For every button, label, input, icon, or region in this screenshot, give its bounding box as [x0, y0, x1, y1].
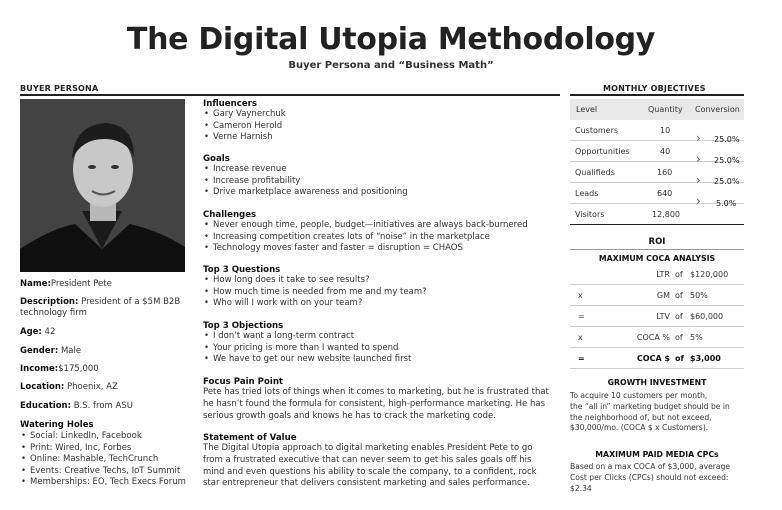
- value-statement-line: from a frustrated executive that can never seem to get his sales goals off his: [203, 454, 532, 465]
- roi-rule: [570, 249, 744, 250]
- watering-hole-item: • Memberships: EO, Tech Execs Forum: [20, 477, 198, 489]
- roi-line: x COCA % of 5%: [570, 327, 744, 348]
- value-statement-line: star entrepreneur that delivers consistent marketing and sales performance.: [203, 478, 530, 489]
- growth-investment-text: To acquire 10 customers per month, the “all in” marketing budget should be in the neighborhood of, but not exceed, $30,000/mo. (COCA $ x Customers).: [570, 391, 730, 433]
- page-title: The Digital Utopia Methodology: [126, 22, 656, 57]
- question-item: • How much time is needed from me and my team?: [203, 287, 559, 299]
- questions-heading: Top 3 Questions: [203, 265, 281, 275]
- col-level-header: Level: [576, 105, 598, 114]
- persona-income: Income:$175,000: [20, 364, 99, 374]
- question-item: • How long does it take to see results?: [203, 275, 559, 287]
- paid-media-cpc-heading: MAXIMUM PAID MEDIA CPCs: [595, 450, 719, 459]
- goal-item: • Increase profitability: [203, 176, 559, 188]
- page-subtitle: Buyer Persona and “Business Math”: [288, 60, 494, 71]
- watering-hole-item: • Online: Mashable, TechCrunch: [20, 454, 198, 466]
- chevron-right-icon: ›: [696, 152, 701, 166]
- pain-point-line: he hasn’t found the formula for consistent, high-performance marketing. He has: [203, 398, 546, 409]
- goals-section: [203, 154, 559, 199]
- challenges-heading: Challenges: [203, 210, 257, 220]
- pain-point-line: serious growth goals and knows he has to crack the marketing code.: [203, 410, 496, 421]
- challenge-item: • Never enough time, people, budget—initiatives are always back-burnered: [203, 220, 559, 232]
- table-row: Qualifieds 160: [570, 162, 744, 183]
- influencer-item: • Gary Vaynerchuk: [203, 109, 559, 121]
- persona-location: Location: Phoenix, AZ: [20, 382, 118, 392]
- table-row: Customers 10: [570, 120, 744, 141]
- roi-line: x GM of 50%: [570, 285, 744, 306]
- watering-hole-item: • Print: Wired, Inc, Forbes: [20, 443, 198, 455]
- influencer-item: • Cameron Herold: [203, 121, 559, 133]
- roi-line: LTR of $120,000: [570, 264, 744, 285]
- col-quantity-header: Quantity: [648, 105, 683, 114]
- roi-line: = LTV of $60,000: [570, 306, 744, 327]
- persona-portrait-illustration: [20, 99, 185, 272]
- chevron-right-icon: ›: [696, 131, 701, 145]
- persona-name: Name:President Pete: [20, 279, 112, 289]
- growth-investment-heading: GROWTH INVESTMENT: [607, 378, 707, 387]
- questions-section: [203, 265, 559, 310]
- pain-point-heading: Focus Pain Point: [203, 377, 284, 387]
- watering-hole-item: • Social: LinkedIn, Facebook: [20, 431, 198, 443]
- goal-item: • Drive marketplace awareness and positioning: [203, 187, 559, 199]
- persona-education: Education: B.S. from ASU: [20, 401, 133, 411]
- buyer-persona-rule: [20, 94, 560, 96]
- value-statement-section: [203, 433, 559, 490]
- monthly-objectives-rule: [570, 94, 744, 96]
- challenge-item: • Technology moves faster and faster = disruption = CHAOS: [203, 243, 559, 255]
- persona-description: Description: President of a $5M B2B technology firm: [20, 297, 181, 318]
- persona-age: Age: 42: [20, 327, 56, 337]
- persona-photo: [20, 99, 185, 272]
- coca-analysis-heading: MAXIMUM COCA ANALYSIS: [598, 254, 716, 263]
- goal-item: • Increase revenue: [203, 164, 559, 176]
- objections-heading: Top 3 Objections: [203, 321, 284, 331]
- objection-item: • We have to get our new website launched first: [203, 354, 559, 366]
- goals-heading: Goals: [203, 154, 230, 164]
- table-row: Leads 640: [570, 183, 744, 204]
- conversion-value: 25.0%: [714, 135, 740, 144]
- influencers-heading: Influencers: [203, 99, 258, 109]
- monthly-objectives-heading: MONTHLY OBJECTIVES: [603, 84, 706, 93]
- conversion-value: 5.0%: [716, 199, 737, 208]
- value-statement-heading: Statement of Value: [203, 433, 297, 443]
- objections-section: [203, 321, 559, 366]
- objection-item: • I don’t want a long-term contract: [203, 331, 559, 343]
- table-row: Visitors 12,800: [570, 204, 744, 225]
- question-item: • Who will I work with on your team?: [203, 298, 559, 310]
- table-row: Opportunities 40: [570, 141, 744, 162]
- value-statement-line: The Digital Utopia approach to digital marketing enables President Pete to go: [203, 443, 533, 453]
- objectives-table-header: [570, 99, 744, 120]
- roi-line-total: = COCA $ of $3,000: [570, 348, 744, 369]
- challenges-section: [203, 210, 559, 255]
- paid-media-cpc-text: Based on a max COCA of $3,000, average Cost per Clicks (CPCs) should not exceed: $2.34: [570, 462, 731, 493]
- watering-hole-item: • Events: Creative Techs, IoT Summit: [20, 466, 198, 478]
- pain-point-section: [203, 377, 559, 422]
- chevron-right-icon: ›: [696, 194, 701, 208]
- challenge-item: • Increasing competition creates lots of “noise” in the marketplace: [203, 232, 559, 244]
- objection-item: • Your pricing is more than I wanted to spend: [203, 343, 559, 355]
- conversion-value: 25.0%: [714, 177, 740, 186]
- conversion-value: 25.0%: [714, 156, 740, 165]
- influencers-section: [203, 99, 559, 144]
- roi-heading: ROI: [648, 237, 666, 247]
- value-statement-line: mind and even questions his ability to scale the company, to a confident, rock: [203, 466, 537, 477]
- pain-point-line: Pete has tried lots of things when it comes to marketing, but he is frustrated that: [203, 387, 549, 397]
- watering-holes: Watering Holes • Social: LinkedIn, Facebook • Print: Wired, Inc, Forbes • Online: Mashable, TechCrunch • Events: Creative Techs, IoT Summit • Memberships: EO, Tech Execs Forum: [20, 420, 198, 489]
- buyer-persona-heading: BUYER PERSONA: [20, 84, 99, 93]
- chevron-right-icon: ›: [696, 173, 701, 187]
- col-conversion-header: Conversion: [695, 105, 740, 114]
- influencer-item: • Verne Harnish: [203, 132, 559, 144]
- persona-gender: Gender: Male: [20, 346, 82, 356]
